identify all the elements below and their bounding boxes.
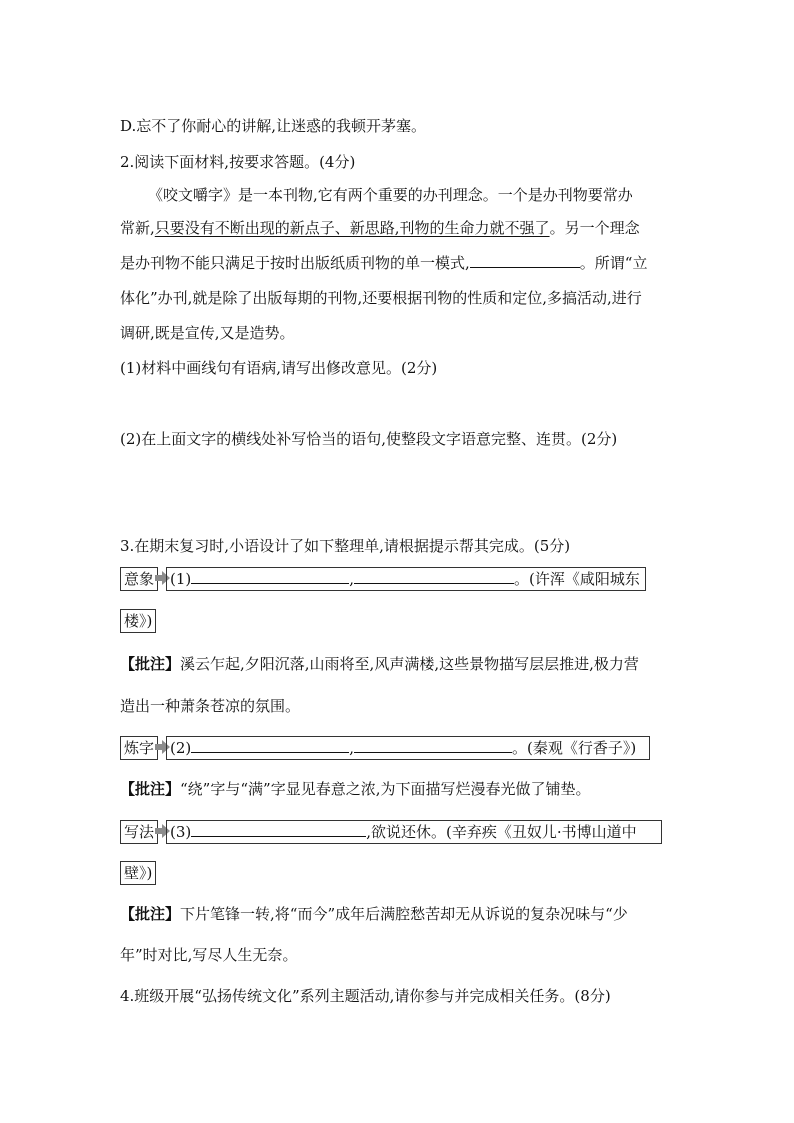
q3-item1-blank-a[interactable] — [191, 569, 349, 584]
q3-item1-num: (1) — [170, 570, 192, 588]
q3-item1-comma: , — [349, 570, 355, 588]
q3-item1-note-tag: 【批注】 — [120, 655, 181, 673]
q3-item2-note-tag: 【批注】 — [120, 780, 181, 798]
q3-item1-note-line-2: 造出一种萧条苍凉的氛围。 — [120, 697, 301, 715]
q3-item3-note-tag: 【批注】 — [120, 905, 181, 923]
q2-para-line-2 — [120, 218, 640, 238]
q2-para-line-4: 体化”办刊,就是除了出版每期的刊物,还要根据刊物的性质和定位,多搞活动,进行 — [120, 289, 642, 307]
q3-item3-note-line-2: 年”时对比,写尽人生无奈。 — [120, 946, 298, 964]
q3-item2-label: 炼字 — [120, 736, 158, 760]
q3-item3-num: (3) — [170, 823, 192, 841]
q3-item2-comma: , — [349, 739, 355, 757]
q3-item1-blank-b[interactable] — [354, 569, 514, 584]
q2-fill-blank[interactable] — [470, 253, 580, 268]
q3-item2-note-line-1 — [120, 779, 590, 799]
q3-item3-end: ,欲说还休。(辛弃疾《丑奴儿·书博山道中 — [366, 823, 637, 841]
q2-para-line-2-post: 。另一个理念 — [549, 219, 640, 237]
q4-title: 4.班级开展“弘扬传统文化”系列主题活动,请你参与并完成相关任务。(8分) — [120, 987, 611, 1005]
q3-item2-box — [166, 736, 650, 760]
q2-title: 2.阅读下面材料,按要求答题。(4分) — [120, 153, 356, 171]
q2-para-line-5: 调研,既是宣传,又是造势。 — [120, 324, 295, 342]
q3-item1-cont: 楼》) — [120, 609, 156, 633]
q2-underlined-sentence: 只要没有不断出现的新点子、新思路,刊物的生命力就不强了 — [154, 219, 550, 237]
q3-item3-note-line-1 — [120, 904, 628, 924]
q3-item3-note-1: 下片笔锋一转,将“而今”成年后满腔愁苦却无从诉说的复杂况味与“少 — [180, 905, 628, 923]
q2-para-line-1: 《咬文嚼字》是一本刊物,它有两个重要的办刊理念。一个是办刊物要常办 — [148, 186, 633, 204]
q3-item2-end: 。(秦观《行香子》) — [512, 739, 637, 757]
q3-item2-note-1: “绕”字与“满”字显见春意之浓,为下面描写烂漫春光做了铺垫。 — [180, 780, 591, 798]
q2-para-line-3 — [120, 253, 647, 273]
q2-para-line-3-post: 。所谓“立 — [579, 254, 648, 272]
q3-item3-blank-a[interactable] — [191, 822, 366, 837]
q2-sub2: (2)在上面文字的横线处补写恰当的语句,使整段文字语意完整、连贯。(2分) — [120, 430, 618, 448]
q3-item1-note-1: 溪云乍起,夕阳沉落,山雨将至,风声满楼,这些景物描写层层推进,极力营 — [180, 655, 639, 673]
q3-item2-blank-a[interactable] — [191, 738, 349, 753]
q3-item3-label: 写法 — [120, 820, 158, 844]
q2-para-line-2-pre: 常新, — [120, 219, 155, 237]
q3-item2-blank-b[interactable] — [354, 738, 512, 753]
q3-item1-note-line-1 — [120, 654, 639, 674]
q3-title: 3.在期末复习时,小语设计了如下整理单,请根据提示帮其完成。(5分) — [120, 537, 571, 555]
q2-para-line-3-pre: 是办刊物不能只满足于按时出版纸质刊物的单一模式, — [120, 254, 470, 272]
q3-item3-box — [166, 820, 662, 844]
q3-item3-cont: 壁》) — [120, 861, 156, 885]
q2-sub1: (1)材料中画线句有语病,请写出修改意见。(2分) — [120, 359, 438, 377]
option-d: D.忘不了你耐心的讲解,让迷惑的我顿开茅塞。 — [120, 117, 427, 135]
q3-item1-label: 意象 — [120, 567, 158, 591]
q3-item1-end: 。(许浑《咸阳城东 — [514, 570, 640, 588]
q3-item1-box — [166, 567, 646, 591]
q3-item2-num: (2) — [170, 739, 192, 757]
